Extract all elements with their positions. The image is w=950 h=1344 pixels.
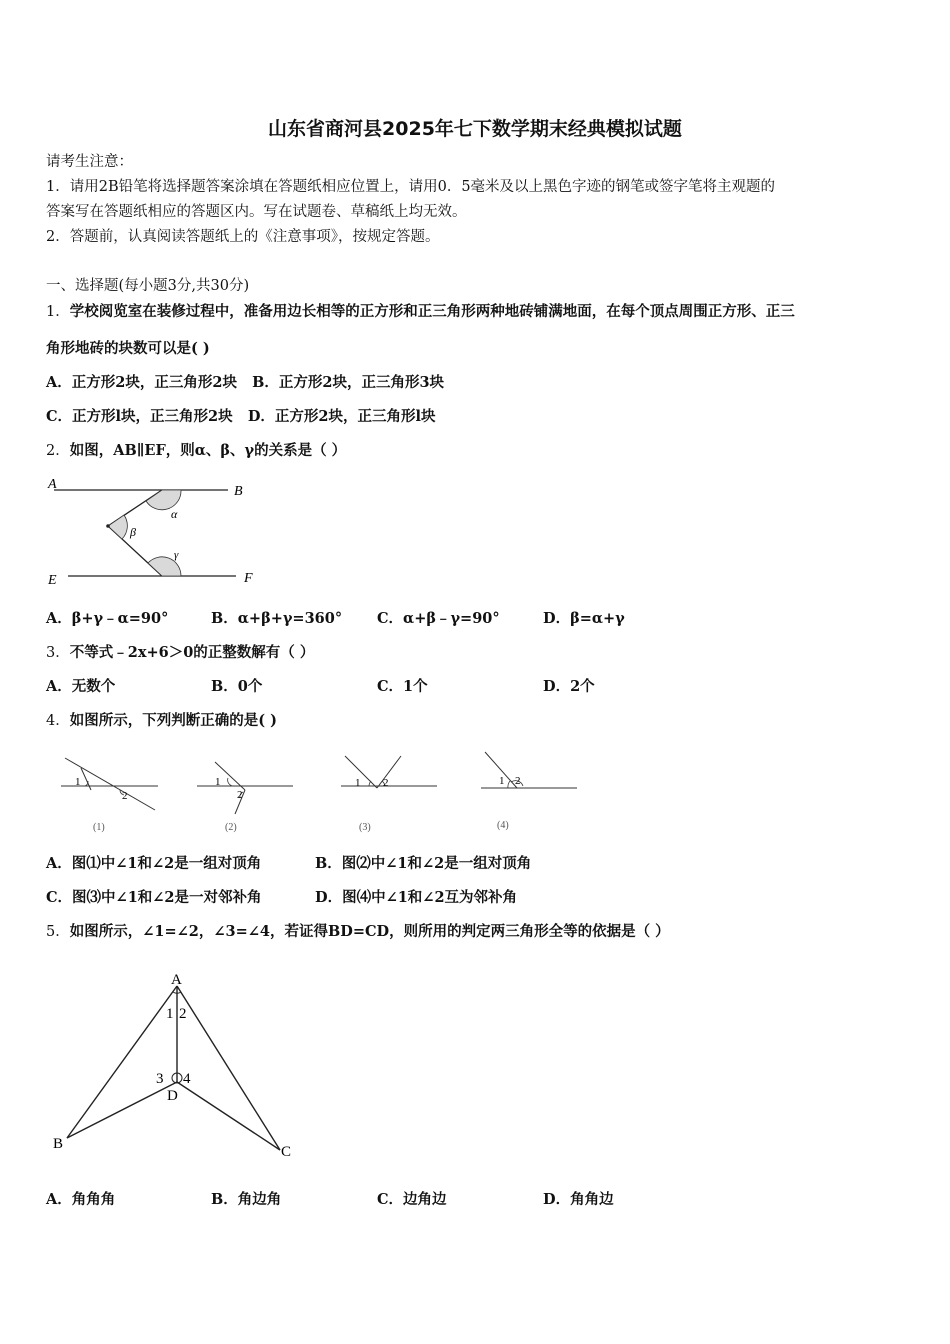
label-d: D — [167, 1088, 178, 1104]
q4-stem — [46, 712, 277, 730]
label-a: A — [48, 477, 57, 492]
q3-option-c: C．1个 — [377, 678, 428, 695]
angle-beta-arc — [108, 515, 127, 539]
q2-text: 如图，AB∥EF，则α、β、γ的关系是（ ） — [69, 442, 347, 459]
label-3: 3 — [156, 1071, 164, 1087]
q4-option-b: B．图⑵中∠1和∠2是一组对顶角 — [315, 855, 532, 872]
q2-number: 2． — [46, 443, 70, 459]
label-f: F — [244, 571, 253, 586]
q1-option-c: 正方形l块，正三角形2块 — [72, 408, 233, 425]
fig4-label-2: 2 — [515, 775, 521, 787]
q1-options-row2 — [46, 408, 436, 426]
q2-stem — [46, 442, 346, 460]
fig3-ray-left — [345, 756, 377, 788]
notice-line-1b: 答案写在答题纸相应的答题区内。写在试题卷、草稿纸上均无效。 — [46, 204, 467, 220]
q3-stem — [46, 644, 314, 662]
label-b: B — [234, 484, 243, 499]
label-a: A — [171, 972, 182, 988]
notice-line-1: 1．请用2B铅笔将选择题答案涂填在答题纸相应位置上，请用0．5毫米及以上黑色字迹的钢笔或签字笔将主观题的 — [46, 179, 776, 195]
q1-option-a: 正方形2块，正三角形2块 — [71, 374, 237, 391]
q2-option-a: A．β+γ﹣α=90° — [46, 610, 169, 627]
q1-option-d-label: D． — [247, 408, 275, 425]
q1-option-b-label: B． — [252, 374, 279, 391]
q4-fig-4 — [481, 752, 577, 831]
q5-figure — [45, 968, 305, 1168]
q2-option-b: B．α+β+γ=360° — [211, 610, 343, 627]
notice-heading: 请考生注意： — [46, 154, 133, 170]
q4-text: 如图所示，下列判断正确的是( ) — [69, 712, 278, 729]
fig3-label-1: 1 — [355, 777, 361, 789]
segment-cd — [177, 1082, 280, 1150]
q2-option-c: C．α+β﹣γ=90° — [377, 610, 500, 627]
fig4-caption: (4) — [497, 820, 509, 831]
q4-option-c: C．图⑶中∠1和∠2是一对邻补角 — [46, 889, 262, 906]
q5-text: 如图所示，∠1=∠2，∠3=∠4，若证得BD=CD，则所用的判定两三角形全等的依据是（ ） — [69, 923, 670, 940]
q3-option-a: A．无数个 — [46, 678, 116, 695]
q2-option-d: D．β=α+γ — [543, 610, 625, 627]
fig3-ray-right — [377, 756, 401, 788]
q2-figure — [40, 474, 270, 594]
segment-ac — [177, 986, 280, 1150]
fig2-label-1: 1 — [215, 776, 221, 788]
fig1-label-1: 1 — [75, 776, 81, 788]
q5-option-b: B．角边角 — [211, 1191, 282, 1208]
q5-stem — [46, 923, 670, 941]
q3-option-d: D．2个 — [543, 678, 595, 695]
q3-number: 3． — [46, 645, 70, 661]
fig2-arc-1 — [228, 778, 233, 786]
label-alpha: α — [171, 507, 178, 521]
q3-text: 不等式﹣2x+6＞0的正整数解有（ ） — [69, 644, 315, 661]
q4-figure — [55, 748, 585, 838]
fig4-arc-1 — [508, 781, 510, 788]
q1-options-row1 — [46, 374, 444, 392]
vertex-dot — [106, 524, 110, 528]
label-b: B — [53, 1136, 64, 1152]
label-c: C — [281, 1144, 292, 1160]
q4-fig-1 — [61, 758, 158, 833]
fig1-caption: (1) — [93, 822, 105, 833]
q1-option-a-label: A． — [46, 374, 72, 391]
q1-option-d: 正方形2块，正三角形l块 — [274, 408, 436, 425]
q1-text-a: 学校阅览室在装修过程中，准备用边长相等的正方形和正三角形两种地砖铺满地面，在每个顶点周围正方形、正三 — [69, 303, 795, 320]
q1-option-c-label: C． — [46, 408, 73, 425]
label-1: 1 — [166, 1006, 174, 1022]
page-title: 山东省商河县2025年七下数学期末经典模拟试题 — [268, 118, 682, 140]
q5-option-c: C．边角边 — [377, 1191, 447, 1208]
q4-number: 4． — [46, 713, 70, 729]
q5-option-a: A．角角角 — [46, 1191, 116, 1208]
label-2: 2 — [179, 1006, 187, 1022]
label-4: 4 — [183, 1071, 191, 1087]
fig4-label-1: 1 — [499, 775, 505, 787]
fig3-label-2: 2 — [383, 777, 389, 789]
q5-option-d: D．角角边 — [543, 1191, 614, 1208]
q4-option-d: D．图⑷中∠1和∠2互为邻补角 — [315, 889, 518, 906]
section-heading: 一、选择题(每小题3分,共30分) — [46, 278, 250, 294]
fig3-caption: (3) — [359, 822, 371, 833]
fig1-transversal-b — [81, 768, 91, 790]
label-e: E — [48, 573, 57, 588]
q5-number: 5． — [46, 924, 70, 940]
fig2-label-2: 2 — [237, 789, 243, 801]
label-gamma: γ — [174, 549, 179, 561]
fig3-arc-1 — [369, 781, 371, 786]
segment-bd — [67, 1082, 177, 1138]
q4-option-a: A．图⑴中∠1和∠2是一组对顶角 — [46, 855, 262, 872]
q4-fig-3 — [341, 756, 437, 833]
label-beta: β — [130, 525, 136, 539]
q1-stem — [46, 303, 795, 321]
fig1-label-2: 2 — [122, 790, 128, 802]
q1-text-b: 角形地砖的块数可以是( ) — [46, 340, 210, 357]
notice-line-2: 2．答题前，认真阅读答题纸上的《注意事项》，按规定答题。 — [46, 229, 440, 245]
segment-ab — [67, 986, 177, 1138]
fig2-caption: (2) — [225, 822, 237, 833]
q1-option-b: 正方形2块，正三角形3块 — [278, 374, 445, 391]
q1-number: 1． — [46, 304, 70, 320]
q4-fig-2 — [197, 762, 293, 833]
q3-option-b: B．0个 — [211, 678, 263, 695]
